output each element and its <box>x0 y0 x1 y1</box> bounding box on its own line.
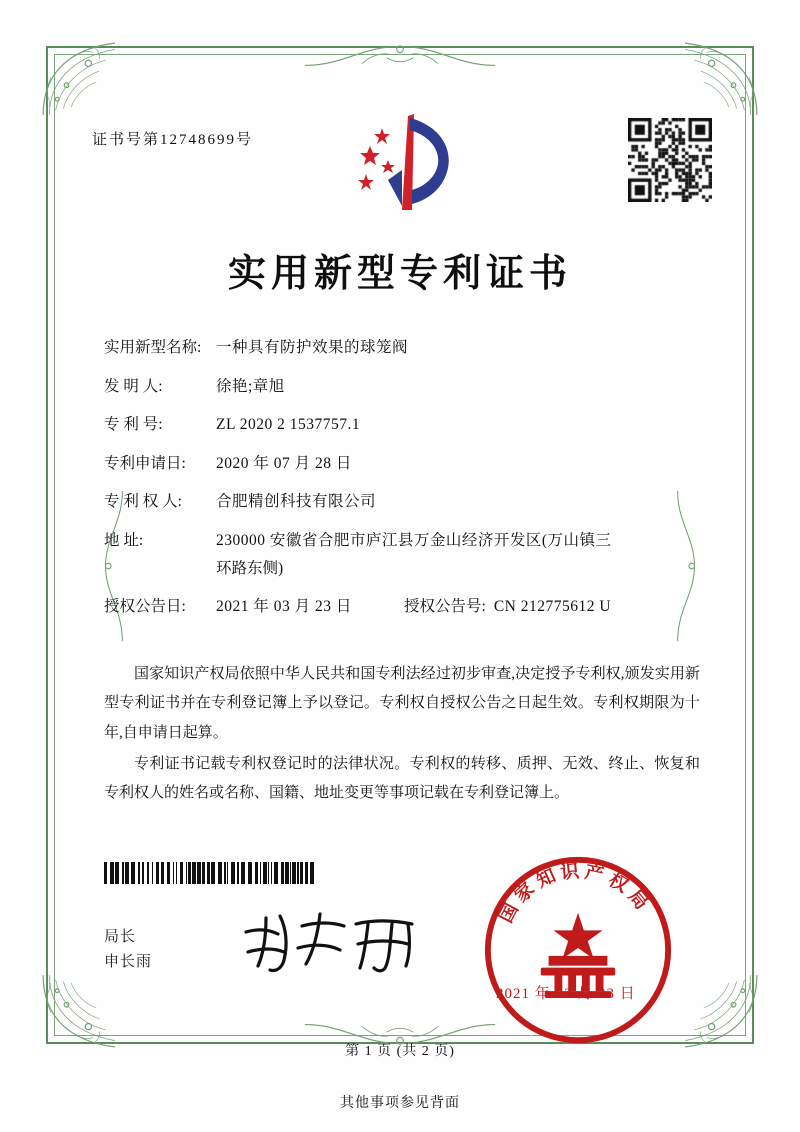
field-application-date <box>104 456 704 472</box>
svg-text:家: 家 <box>510 878 539 907</box>
official-seal-icon <box>480 852 676 1048</box>
field-value: 一种具有防护效果的球笼阀 <box>216 339 409 356</box>
field-inventor <box>104 379 704 395</box>
corner-ornament-icon <box>682 40 760 118</box>
page-indicator: 第 1 页 (共 2 页) <box>345 1044 455 1059</box>
handwritten-signature-icon <box>236 908 426 978</box>
field-value: ZL 2020 2 1537757.1 <box>216 416 361 433</box>
svg-text:识: 识 <box>559 860 581 884</box>
svg-text:国: 国 <box>495 900 523 927</box>
field-address-continuation: 环路东侧) <box>216 560 284 577</box>
field-announcement-row <box>104 599 704 615</box>
certificate-number: 证书号第12748699号 <box>92 132 254 148</box>
page-title: 实用新型专利证书 <box>227 251 572 295</box>
signature-name: 申长雨 <box>104 953 153 970</box>
field-patentee <box>104 494 704 510</box>
edge-ornament-icon <box>305 40 495 70</box>
field-label: 授权公告日: <box>104 597 186 615</box>
paragraph: 专利证书记载专利权登记时的法律状况。专利权的转移、质押、无效、终止、恢复和专利权人的姓名或名称、国籍、地址变更等事项记载在专利登记簿上。 <box>104 755 700 801</box>
field-value: 合肥精创科技有限公司 <box>216 493 377 510</box>
field-label: 专 利 权 人: <box>104 493 182 510</box>
corner-ornament-icon <box>40 40 118 118</box>
field-value: 2021 年 03 月 23 日 <box>216 597 352 615</box>
field-label: 专利申请日: <box>104 454 186 472</box>
cnipa-logo-icon <box>352 110 464 220</box>
field-label: 发 明 人: <box>104 377 163 395</box>
field-address <box>104 533 704 549</box>
body-text <box>104 660 700 810</box>
seal-date: 2021 年 03 月 23 日 <box>496 986 636 1002</box>
qr-code-icon <box>628 118 712 202</box>
field-value: 230000 安徽省合肥市庐江县万金山经济开发区(万山镇三 <box>216 531 612 549</box>
svg-text:权: 权 <box>604 869 632 897</box>
svg-text:产: 产 <box>582 861 606 886</box>
paragraph: 国家知识产权局依照中华人民共和国专利法经过初步审查,决定授予专利权,颁发实用新型专利证书并在专利登记簿上予以登记。专利权自授权公告之日起生效。专利权期限为十年,自申请日起算。 <box>104 666 700 741</box>
footer-note: 其他事项参见背面 <box>340 1096 460 1111</box>
signature-role-label: 局长 <box>104 929 137 945</box>
field-label: 实用新型名称: <box>104 339 202 356</box>
svg-text:知: 知 <box>533 865 560 893</box>
field-label: 地 址: <box>104 531 144 549</box>
svg-text:局: 局 <box>623 885 652 914</box>
fields-block <box>104 340 704 637</box>
signature-block <box>104 925 152 975</box>
corner-ornament-icon <box>682 972 760 1050</box>
field-patent-number <box>104 417 704 433</box>
field-value: 徐艳;章旭 <box>216 377 285 395</box>
field-label: 专 利 号: <box>104 416 163 433</box>
field-value: 2020 年 07 月 28 日 <box>216 454 352 472</box>
field-utility-model-name <box>104 340 704 356</box>
barcode-icon <box>104 862 318 884</box>
field-value: CN 212775612 U <box>493 597 612 615</box>
field-label: 授权公告号: <box>404 597 486 615</box>
corner-ornament-icon <box>40 972 118 1050</box>
